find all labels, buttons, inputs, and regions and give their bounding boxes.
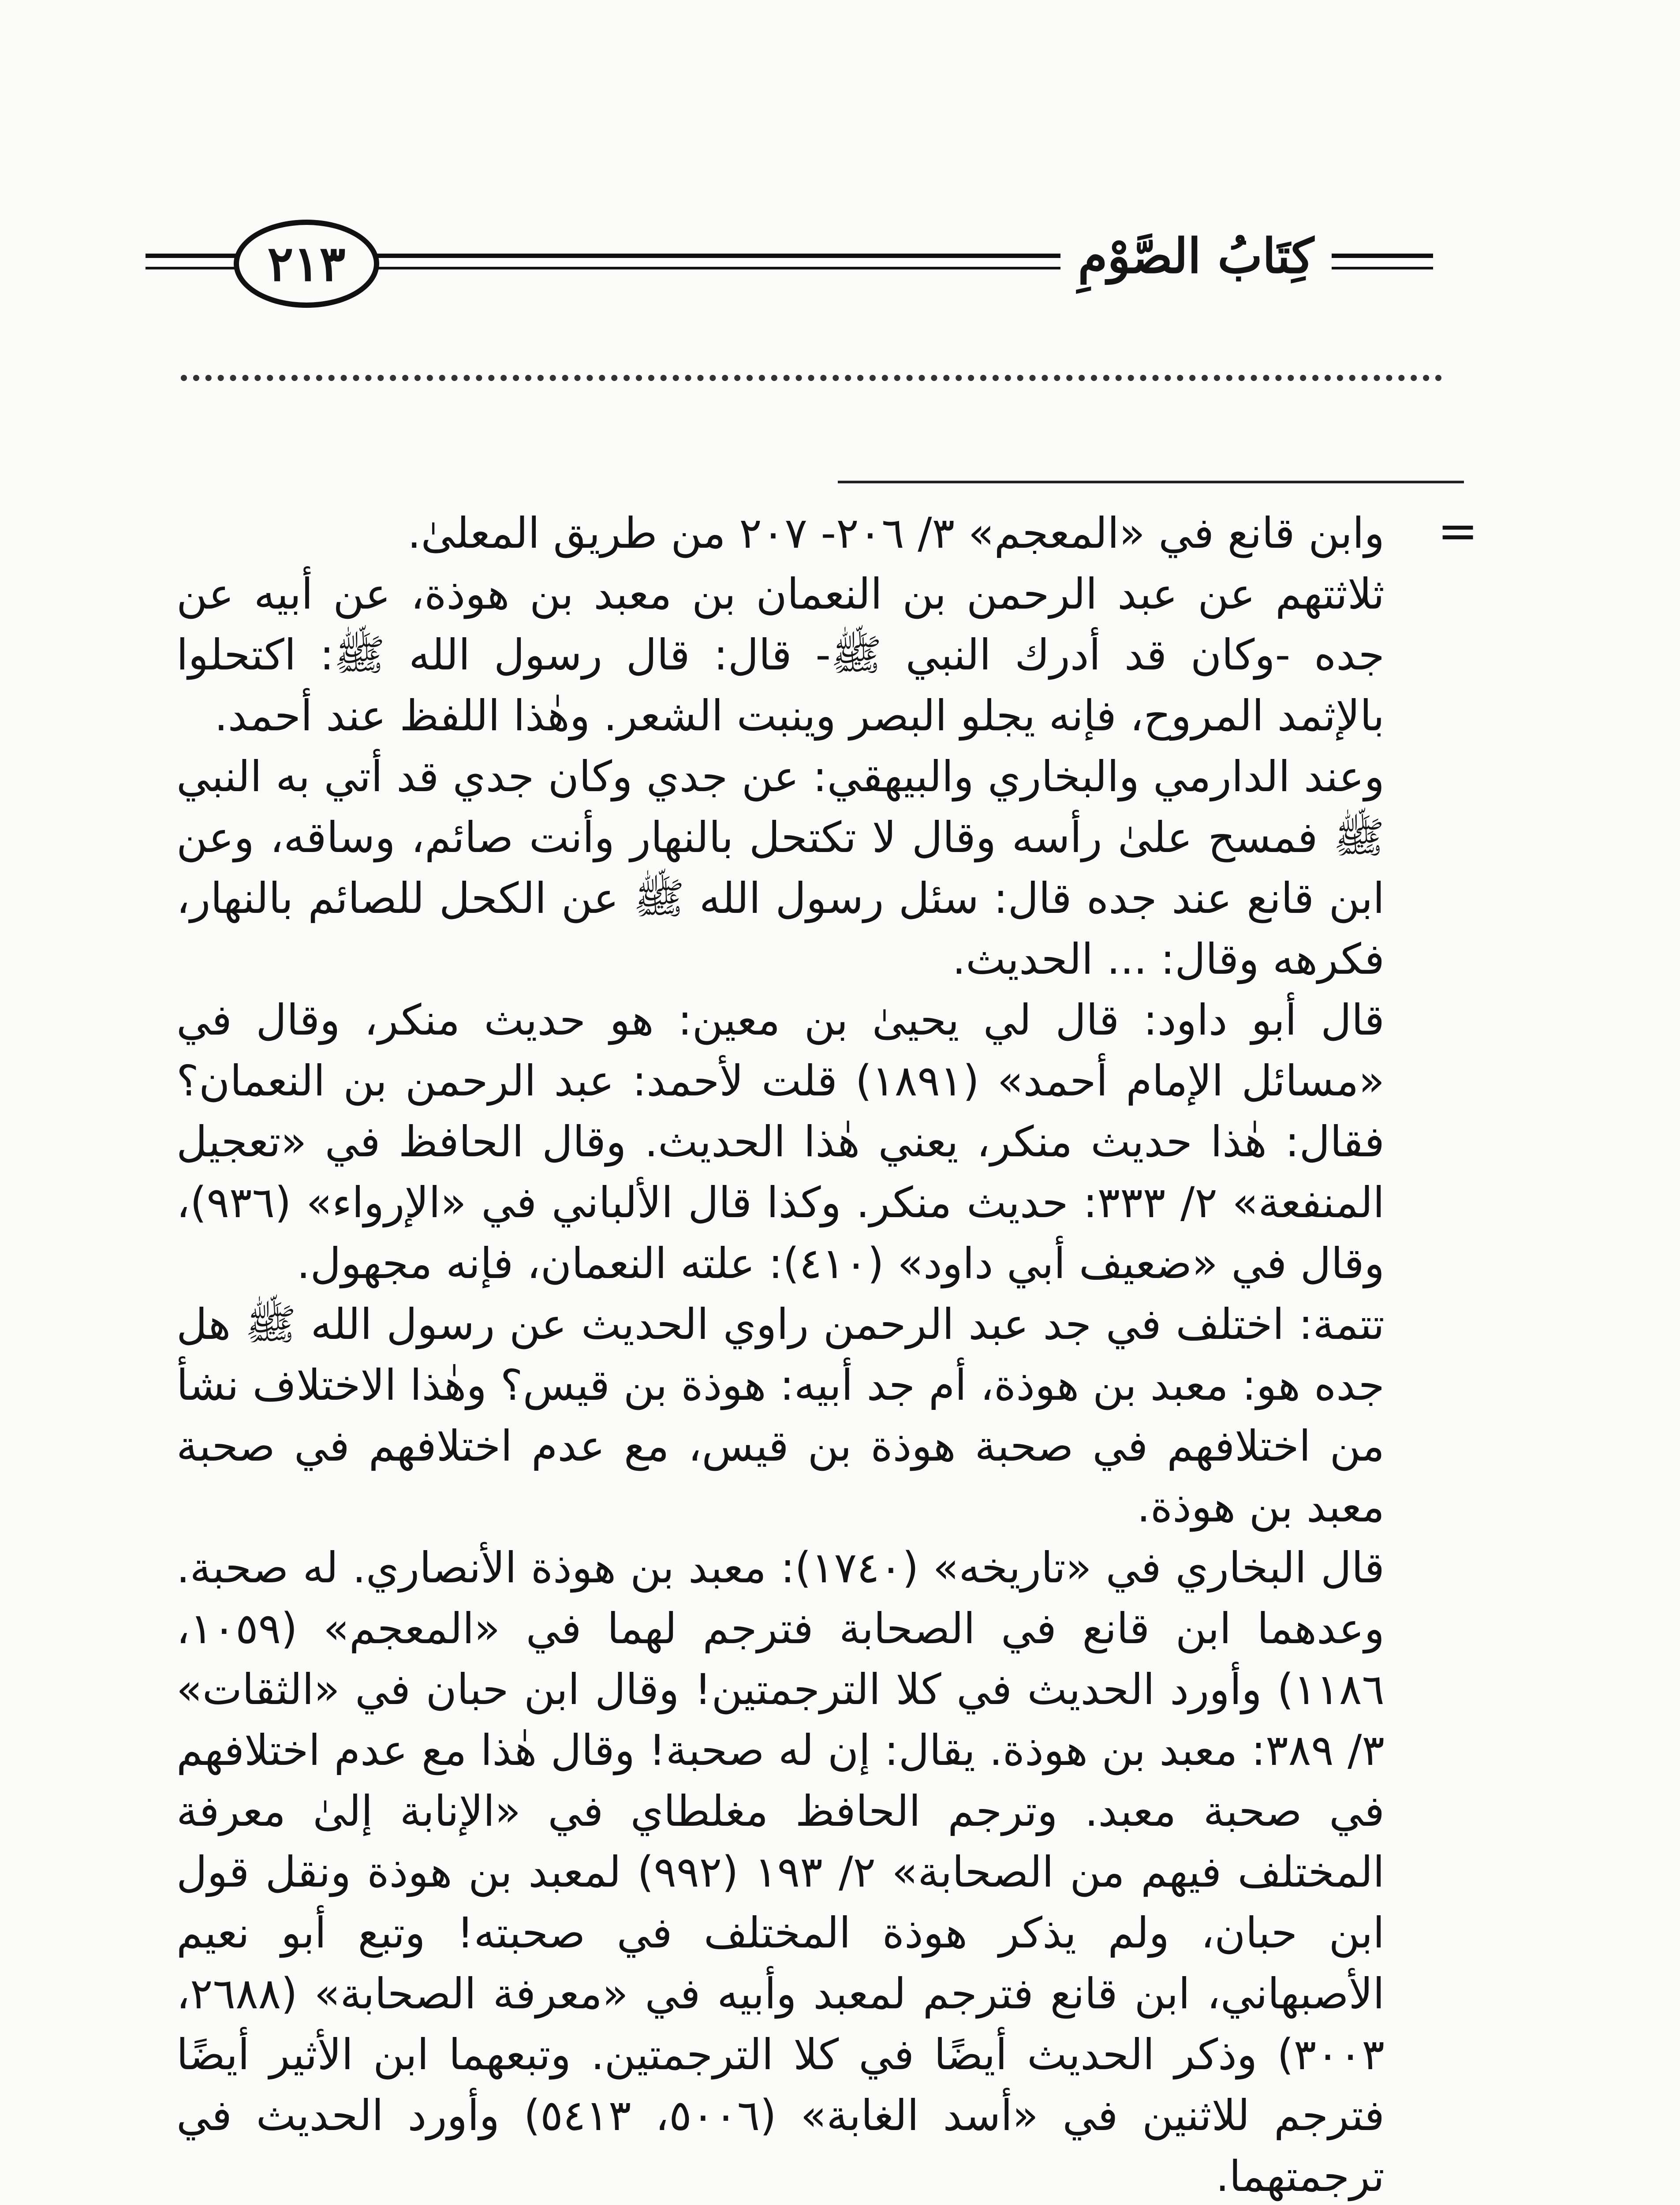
footnote-body: [176, 503, 1385, 2205]
paragraph: ثلاثتهم عن عبد الرحمن بن النعمان بن معبد بن هوذة، عن أبيه عن جده -وكان قد أدرك النبي ﷺ- قال: قال رسول الله ﷺ: اكتحلوا بالإثمد المروح، فإنه يجلو البصر وينبت الشعر. وهٰذا اللفظ عند أحمد.: [176, 569, 1385, 740]
paragraph: قال أبو داود: قال لي يحيىٰ بن معين: هو حديث منكر، وقال في «مسائل الإمام أحمد» (١٨٩١) قلت لأحمد: عبد الرحمن بن النعمان؟ فقال: هٰذا حديث منكر، يعني هٰذا الحديث. وقال الحافظ في «تعجيل المنفعة» ٢/ ٣٣٣: حديث منكر. وكذا قال الألباني في «الإرواء» (٩٣٦)، وقال في «ضعيف أبي داود» (٤١٠): علته النعمان، فإنه مجهول.: [176, 995, 1385, 1288]
page-number: ٢١٣: [267, 235, 346, 292]
paragraph: وابن قانع في «المعجم» ٣/ ٢٠٦- ٢٠٧ من طريق المعلىٰ.: [407, 508, 1385, 558]
paragraph: تتمة: اختلف في جد عبد الرحمن راوي الحديث عن رسول الله ﷺ هل جده هو: معبد بن هوذة، أم جد أبيه: هوذة بن قيس؟ وهٰذا الاختلاف نشأ من اختلافهم في صحبة هوذة بن قيس، مع عدم اختلافهم في صحبة معبد بن هوذة.: [176, 1300, 1385, 1532]
page-number-oval: [234, 220, 379, 308]
paragraph: وعند الدارمي والبخاري والبيهقي: عن جدي وكان جدي قد أتي به النبي ﷺ فمسح علىٰ رأسه وقال لا تكتحل بالنهار وأنت صائم، وساقه، وعن ابن قانع عند جده قال: سئل رسول الله ﷺ عن الكحل للصائم بالنهار، فكرهه وقال: ... الحديث.: [176, 752, 1385, 984]
running-header: [146, 207, 1433, 322]
book-title: كِتَابُ الصَّوْمِ: [1060, 228, 1332, 284]
dotted-separator: [181, 375, 1442, 381]
continuation-marker-top: =: [1437, 503, 1478, 559]
footnote-rule: [838, 481, 1464, 483]
paragraph: قال البخاري في «تاريخه» (١٧٤٠): معبد بن هوذة الأنصاري. له صحبة. وعدهما ابن قانع في الصحابة فترجم لهما في «المعجم» (١٠٥٩، ١١٨٦) وأورد الحديث في كلا الترجمتين! وقال ابن حبان في «الثقات» ٣/ ٣٨٩: معبد بن هوذة. يقال: إن له صحبة! وقال هٰذا مع عدم اختلافهم في صحبة معبد. وترجم الحافظ مغلطاي في «الإنابة إلىٰ معرفة المختلف فيهم من الصحابة» ٢/ ١٩٣ (٩٩٢) لمعبد بن هوذة ونقل قول ابن حبان، ولم يذكر هوذة المختلف في صحبته! وتبع أبو نعيم الأصبهاني، ابن قانع فترجم لمعبد وأبيه في «معرفة الصحابة» (٢٦٨٨، ٣٠٠٣) وذكر الحديث أيضًا في كلا الترجمتين. وتبعهما ابن الأثير أيضًا فترجم للاثنين في «أسد الغابة» (٥٠٠٦، ٥٤١٣) وأورد الحديث في ترجمتهما.: [176, 1543, 1385, 2201]
